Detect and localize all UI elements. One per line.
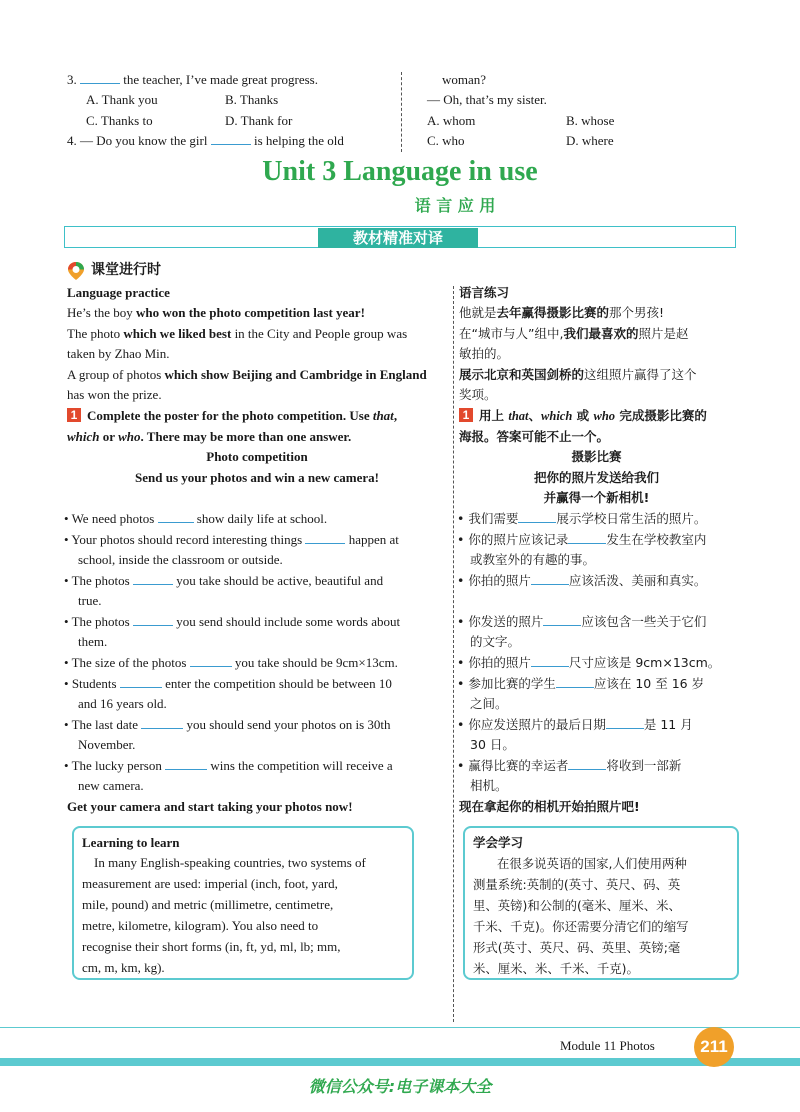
poster-item-3-cont: true. [78, 593, 102, 608]
q4-option-b: B. whose [566, 113, 615, 128]
poster-item-6-cont: and 16 years old. [78, 696, 167, 711]
q4-line: 4. — Do you know the girl is helping the old [67, 133, 344, 148]
poster-item-3: • The photos you take should be active, beautiful and [64, 573, 384, 588]
cn-poster-closing: 现在拿起你的相机开始拍照片吧! [459, 799, 640, 814]
cn-poster-item-4: • 你发送的照片 应该包含一些关于它们 [457, 614, 707, 629]
poster-item-7: • The last date you should send your photos on is 30th [64, 717, 391, 732]
unit-title: Unit 3 Language in use [262, 156, 538, 187]
learning-box-line: 在很多说英语的国家,人们使用两种 [497, 856, 687, 871]
poster-item-8: • The lucky person wins the competition will receive a [64, 758, 393, 773]
learning-box-cn [463, 826, 739, 980]
answer-blank[interactable] [133, 572, 173, 585]
q4-continuation: woman? [442, 72, 487, 87]
cn-poster-item-7-cont: 30 日。 [470, 737, 515, 752]
answer-blank[interactable] [158, 510, 194, 523]
cn-poster-item-7: • 你应发送照片的最后日期 是 11 月 [457, 717, 693, 732]
answer-blank[interactable] [305, 531, 345, 544]
footer-module: Module 11 Photos [560, 1038, 655, 1053]
cn-poster-item-4-cont: 的文字。 [470, 634, 521, 649]
q4-option-a: A. whom [427, 113, 476, 128]
answer-blank[interactable] [133, 613, 173, 626]
cn-lp-sentence-2: 在“城市与人”组中,我们最喜欢的照片是赵 [459, 326, 689, 341]
poster-closing: Get your camera and start taking your photos now! [67, 799, 353, 814]
poster-item-1: • We need photos show daily life at school. [64, 511, 328, 526]
lp-sentence-2: The photo which we liked best in the City and People group was [67, 326, 408, 341]
answer-blank[interactable] [568, 531, 606, 544]
q3-option-c: C. Thanks to [86, 113, 153, 128]
answer-blank[interactable] [80, 71, 120, 84]
cn-poster-subtitle-1: 把你的照片发送给我们 [533, 470, 659, 485]
learning-box-line: 里、英镑)和公制的(毫米、厘米、米、 [473, 898, 681, 913]
lp-sentence-1: He’s the boy who won the photo competition last year! [67, 305, 365, 320]
answer-blank[interactable] [568, 757, 606, 770]
cn-exercise-instruction: 1 用上 that、which 或 who 完成摄影比赛的 [459, 406, 707, 427]
answer-blank[interactable] [606, 716, 644, 729]
footer-rule [0, 1027, 800, 1028]
q3-option-b: B. Thanks [225, 92, 279, 107]
unit-subtitle: 语 言 应 用 [414, 196, 496, 215]
answer-blank[interactable] [211, 132, 251, 145]
poster-item-6: • Students enter the competition should be between 10 [64, 676, 392, 691]
poster-item-5: • The size of the photos you take should be 9cm×13cm. [64, 655, 398, 670]
q4-option-c: C. who [427, 133, 465, 148]
poster-title: Photo competition [206, 449, 308, 464]
q3-line: 3. the teacher, I’ve made great progress. [67, 72, 318, 87]
answer-blank[interactable] [531, 654, 569, 667]
lp-sentence-3: A group of photos which show Beijing and Cambridge in England [67, 367, 427, 382]
learning-box-line: 米、厘米、米、千米、千克)。 [473, 961, 639, 976]
poster-item-4-cont: them. [78, 634, 108, 649]
location-pin-icon [66, 261, 86, 281]
learning-box-line: cm, m, km, kg). [82, 960, 165, 975]
cn-poster-item-6: • 参加比赛的学生 应该在 10 至 16 岁 [457, 676, 705, 691]
learning-box-title: 学会学习 [473, 835, 524, 850]
cn-poster-item-8: • 赢得比赛的幸运者 将收到一部新 [457, 758, 682, 773]
answer-blank[interactable] [531, 572, 569, 585]
answer-blank[interactable] [518, 510, 556, 523]
exercise-number: 1 [459, 408, 473, 422]
main-column-divider [453, 286, 454, 1022]
learning-box-line: 千米、千克)。你还需要分清它们的缩写 [473, 919, 689, 934]
cn-lp-sentence-3-cont: 奖项。 [459, 387, 497, 402]
column-divider [401, 72, 402, 152]
poster-item-8-cont: new camera. [78, 778, 144, 793]
q4-option-d: D. where [566, 133, 614, 148]
watermark: 微信公众号:电子课本大全 [308, 1077, 492, 1096]
poster-item-4: • The photos you send should include some words about [64, 614, 401, 629]
poster-item-2-cont: school, inside the classroom or outside. [78, 552, 283, 567]
cn-poster-item-5: • 你拍的照片 尺寸应该是 9cm×13cm。 [457, 655, 721, 670]
learning-box-line: 测量系统:英制的(英寸、英尺、码、英 [473, 877, 681, 892]
cn-poster-subtitle-2: 并赢得一个新相机! [543, 490, 650, 505]
poster-item-7-cont: November. [78, 737, 136, 752]
q3-option-a: A. Thank you [86, 92, 158, 107]
learning-box-en [72, 826, 414, 980]
exercise-number: 1 [67, 408, 81, 422]
page-number: 211 [694, 1027, 734, 1067]
learning-box-line: In many English-speaking countries, two systems of [94, 855, 366, 870]
answer-blank[interactable] [120, 675, 162, 688]
cn-poster-item-2: • 你的照片应该记录 发生在学校教室内 [457, 532, 707, 547]
answer-blank[interactable] [141, 716, 183, 729]
learning-box-line: metre, kilometre, kilogram). You also need to [82, 918, 319, 933]
answer-blank[interactable] [190, 654, 232, 667]
exercise-instruction-cont: which or who. There may be more than one answer. [67, 429, 352, 444]
q3-option-d: D. Thank for [225, 113, 293, 128]
lp-sentence-2-cont: taken by Zhao Min. [67, 346, 170, 361]
learning-box-line: mile, pound) and metric (millimetre, centimetre, [82, 897, 334, 912]
lp-sentence-3-cont: has won the prize. [67, 387, 162, 402]
learning-box-line: recognise their short forms (in, ft, yd, ml, lb; mm, [82, 939, 341, 954]
answer-blank[interactable] [543, 613, 581, 626]
poster-item-2: • Your photos should record interesting things happen at [64, 532, 399, 547]
cn-lp-sentence-3: 展示北京和英国剑桥的这组照片赢得了这个 [459, 367, 697, 382]
exercise-instruction: 1 Complete the poster for the photo competition. Use that, [67, 406, 397, 427]
cn-poster-item-8-cont: 相机。 [470, 778, 508, 793]
footer-band [0, 1058, 800, 1066]
answer-blank[interactable] [165, 757, 207, 770]
answer-blank[interactable] [556, 675, 594, 688]
lp-heading: Language practice [67, 285, 170, 300]
cn-poster-title: 摄影比赛 [571, 449, 622, 464]
cn-exercise-instruction-cont: 海报。答案可能不止一个。 [459, 429, 610, 444]
learning-box-title: Learning to learn [82, 835, 180, 850]
banner-label: 教材精准对译 [318, 228, 478, 248]
cn-poster-item-6-cont: 之间。 [470, 696, 508, 711]
poster-subtitle: Send us your photos and win a new camera! [135, 470, 379, 485]
learning-box-line: measurement are used: imperial (inch, foot, yard, [82, 876, 338, 891]
cn-poster-item-3: • 你拍的照片 应该活泼、美丽和真实。 [457, 573, 707, 588]
cn-lp-heading: 语言练习 [459, 285, 510, 300]
learning-box-line: 形式(英寸、英尺、码、英里、英镑;毫 [473, 940, 681, 955]
cn-lp-sentence-1: 他就是去年赢得摄影比赛的那个男孩! [459, 305, 665, 320]
cn-poster-item-2-cont: 或教室外的有趣的事。 [470, 552, 596, 567]
section-label: 课堂进行时 [91, 262, 161, 278]
cn-poster-item-1: • 我们需要 展示学校日常生活的照片。 [457, 511, 707, 526]
cn-lp-sentence-2-cont: 敏拍的。 [459, 346, 510, 361]
q4-answer: — Oh, that’s my sister. [427, 92, 547, 107]
